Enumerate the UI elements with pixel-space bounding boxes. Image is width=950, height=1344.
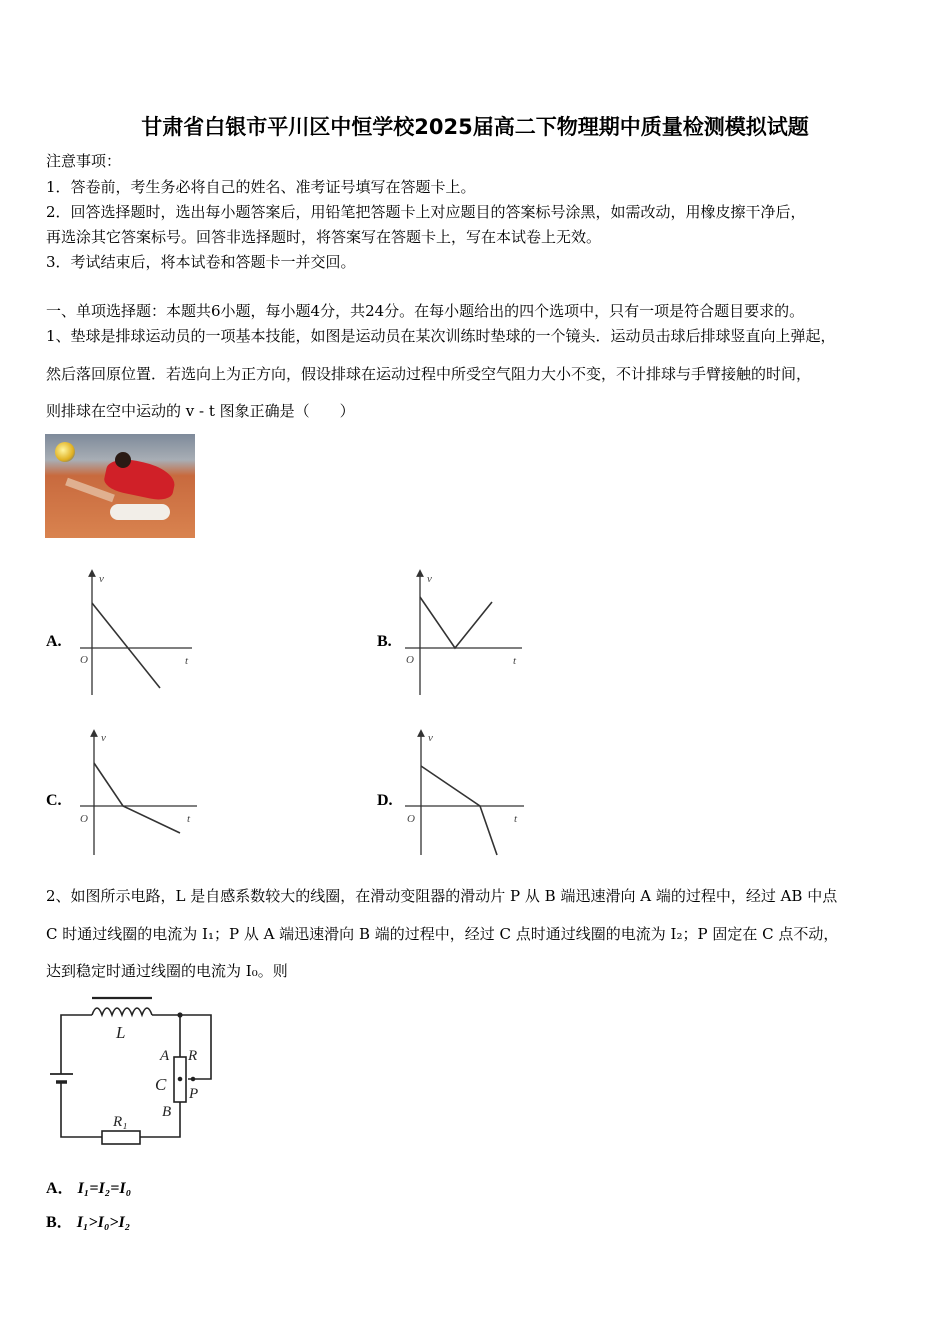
label-p: P xyxy=(189,1086,199,1102)
label-r: R xyxy=(188,1048,198,1064)
page-title: 甘肃省白银市平川区中恒学校2025届高二下物理期中质量检测模拟试题 xyxy=(141,115,809,139)
section-heading: 一、单项选择题：本题共6小题，每小题4分，共24分。在每小题给出的四个选项中，只有一项是符合题目要求的。 xyxy=(46,302,805,320)
question-2-line: 达到稳定时通过线圈的电流为 I₀。则 xyxy=(46,962,288,980)
label-a: A xyxy=(160,1048,170,1064)
inductor-coil xyxy=(92,1008,152,1015)
question-1-line: 1、垫球是排球运动员的一项基本技能，如图是运动员在某次训练时垫球的一个镜头．运动员击球后排球竖直向上弹起， xyxy=(46,327,836,345)
axis-v-label: v xyxy=(427,573,432,585)
label-c: C xyxy=(155,1075,167,1094)
axis-o-label: O xyxy=(406,654,414,666)
option-b-label: B. xyxy=(377,633,392,650)
label-r1: R₁ xyxy=(113,1114,128,1130)
question-1-line: 然后落回原位置．若选向上为正方向，假设排球在运动过程中所受空气阻力大小不变，不计排球与手臂接触的时间， xyxy=(46,365,812,383)
option-c-label: C. xyxy=(46,792,62,809)
notice-item: 3．考试结束后，将本试卷和答题卡一并交回。 xyxy=(46,253,356,271)
vt-graph-d xyxy=(405,733,524,855)
vt-graph-c xyxy=(80,733,197,855)
notice-item: 1．答卷前，考生务必将自己的姓名、准考证号填写在答题卡上。 xyxy=(46,178,476,196)
option-letter: A． xyxy=(46,1180,74,1197)
question-1-line: 则排球在空中运动的 v - t 图象正确是（ ） xyxy=(46,402,355,420)
notice-item: 再选涂其它答案标号。回答非选择题时，将答案写在答题卡上，写在本试卷上无效。 xyxy=(46,228,602,246)
notice-heading: 注意事项： xyxy=(46,152,122,170)
q2-option-b xyxy=(46,1214,130,1232)
axis-t-label: t xyxy=(513,655,517,667)
axis-o-label: O xyxy=(80,654,88,666)
axis-o-label: O xyxy=(80,813,88,825)
notice-item: 2．回答选择题时，选出每小题答案后，用铅笔把答题卡上对应题目的答案标号涂黑，如需改动，用橡皮擦干净后， xyxy=(46,203,806,221)
label-l: L xyxy=(116,1023,126,1042)
axis-v-label: v xyxy=(428,732,433,744)
label-b: B xyxy=(162,1104,172,1120)
option-text: I₁=I₂=I₀ xyxy=(77,1180,132,1197)
vt-graph-b xyxy=(405,573,522,695)
option-d-label: D. xyxy=(377,792,393,809)
option-a-label: A. xyxy=(46,633,62,650)
rheostat xyxy=(174,1057,186,1102)
question-2-line: C 时通过线圈的电流为 I₁；P 从 A 端迅速滑向 B 端的过程中，经过 C 点时通过线圈的电流为 I₂；P 固定在 C 点不动， xyxy=(46,925,839,943)
axis-t-label: t xyxy=(185,655,189,667)
axis-o-label: O xyxy=(407,813,415,825)
axis-v-label: v xyxy=(101,732,106,744)
option-letter: B． xyxy=(46,1214,73,1231)
axis-t-label: t xyxy=(514,813,518,825)
axis-v-label: v xyxy=(99,573,104,585)
q2-option-a xyxy=(46,1180,131,1198)
axis-t-label: t xyxy=(187,813,191,825)
question-2-line: 2、如图所示电路，L 是自感系数较大的线圈，在滑动变阻器的滑动片 P 从 B 端迅速滑向 A 端的过程中，经过 AB 中点 xyxy=(46,887,838,905)
resistor-r1 xyxy=(102,1131,140,1144)
circuit-diagram xyxy=(50,998,211,1144)
volleyball-photo xyxy=(45,434,195,538)
option-text: I₁>I₀>I₂ xyxy=(76,1214,131,1231)
vt-graph-a xyxy=(80,573,192,695)
